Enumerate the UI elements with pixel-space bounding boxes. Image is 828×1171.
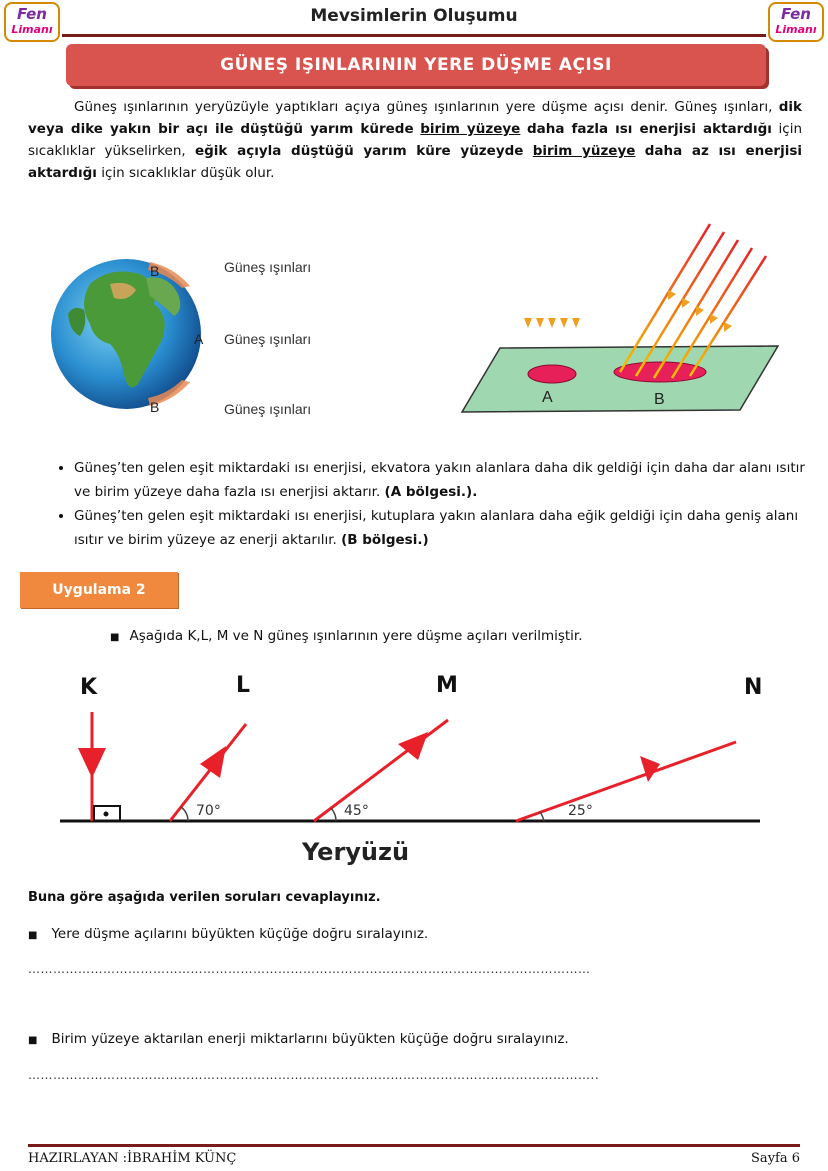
earth-label-B-top: B (150, 263, 160, 279)
explanation-bullets (52, 456, 820, 552)
space (523, 143, 532, 159)
page-number: Sayfa 6 (751, 1151, 800, 1166)
footer-rule (28, 1144, 800, 1147)
para-bold-3: eğik açıyla düştüğü yarım küre yüzeyde (194, 143, 524, 159)
ray-label-top: Güneş ışınları (224, 259, 312, 275)
ray-label-middle: Güneş ışınları (224, 331, 312, 347)
angle-M: 45° (344, 803, 369, 819)
angle-arc-M (331, 808, 336, 821)
para-underline-2: birim yüzeye (532, 143, 636, 159)
space (635, 143, 644, 159)
ray-label-M: M (436, 673, 458, 698)
question-1 (28, 926, 428, 942)
bullet-text: Güneş’ten gelen eşit miktardaki ısı enerjisi, kutuplara yakın alanlara daha eğik geldiği için daha geniş alanı ısıtır ve birim yüzeye az enerji aktarılır. (74, 508, 799, 548)
square-bullet-icon: ■ (28, 930, 38, 941)
intro-text: Aşağıda K,L, M ve N güneş ışınlarının yere düşme açıları verilmiştir. (129, 628, 583, 644)
question-1-text: Yere düşme açılarını büyükten küçüğe doğru sıralayınız. (51, 926, 429, 942)
square-bullet-icon: ■ (110, 632, 120, 643)
earth-sun-rays-figure (50, 244, 440, 430)
bullet-item (74, 456, 820, 504)
vertical-rays (528, 224, 576, 368)
ground-label: Yeryüzü (302, 838, 410, 866)
ray-K-arrow (78, 748, 106, 778)
para-text-2: için sıcaklıklar yükselirken, (28, 121, 803, 159)
bullet-text: Güneş’ten gelen eşit miktardaki ısı enerjisi, ekvatora yakın alanlara daha dik geldiği için daha dar alanı ısıtır ve birim yüzeye daha fazla ısı enerjisi aktarır. (74, 460, 805, 500)
right-angle-dot (104, 812, 109, 817)
ray-M-line (314, 720, 448, 821)
earth-globe (51, 259, 201, 409)
ray-label-N: N (744, 675, 763, 700)
logo-line1: Fen (781, 5, 811, 23)
ray-L-arrow (200, 746, 226, 778)
answer-line-2[interactable]: ……………………………………………………………………………………………………………………….. (28, 1068, 600, 1082)
logo-line2: Limanı (775, 23, 817, 36)
ray-angles-figure (56, 668, 772, 868)
para-bold-2: daha fazla ısı enerjisi aktardığı (526, 121, 772, 137)
ray-label-L: L (236, 673, 251, 698)
vertical-ray-arrows (524, 318, 580, 328)
surface-label-A: A (542, 389, 553, 406)
earth-label-A: A (194, 331, 204, 347)
header-rule (62, 34, 766, 37)
uygulama-badge: Uygulama 2 (20, 572, 178, 608)
space (520, 121, 527, 137)
logo-line2: Limanı (11, 23, 53, 36)
page-title: Mevsimlerin Oluşumu (310, 6, 518, 26)
surface-label-B: B (654, 391, 665, 408)
bullet-bold: (B bölgesi.) (341, 532, 429, 548)
answer-line-1[interactable]: ……………………………………………………………………………………………………………………… (28, 962, 591, 976)
angle-N: 25° (568, 803, 593, 819)
ray-label-K: K (80, 675, 98, 700)
para-bold-1: dik veya dike yakın bir açı ile düştüğü yarım kürede (28, 99, 802, 137)
ray-label-bottom: Güneş ışınları (224, 401, 312, 417)
question-2-text: Birim yüzeye aktarılan enerji miktarlarını büyükten küçüğe doğru sıralayınız. (51, 1031, 569, 1047)
bullet-bold: (A bölgesi.). (384, 484, 478, 500)
logo-line1: Fen (17, 5, 47, 23)
angle-arc-L (181, 807, 188, 821)
questions-title: Buna göre aşağıda verilen soruları cevaplayınız. (28, 890, 381, 905)
angle-L: 70° (196, 803, 221, 819)
footer-author: HAZIRLAYAN :İBRAHİM KÜNÇ (28, 1151, 237, 1166)
section-banner: GÜNEŞ IŞINLARININ YERE DÜŞME AÇISI (66, 44, 766, 86)
para-bold-4: daha az ısı enerjisi aktardığı (28, 143, 802, 181)
intro-paragraph (28, 96, 802, 184)
question-2 (28, 1031, 569, 1047)
ray-N-line (516, 742, 736, 821)
para-underline-1: birim yüzeye (420, 121, 521, 137)
square-bullet-icon: ■ (28, 1035, 38, 1046)
earth-label-B-bottom: B (150, 399, 160, 415)
surface-rays-figure (440, 220, 780, 420)
para-text-1: Güneş ışınlarının yeryüzüyle yaptıkları açıya güneş ışınlarının yere düşme açısı denir. Güneş ışınları, (74, 99, 779, 115)
ground-plane (462, 346, 778, 412)
para-text-3: için sıcaklıklar düşük olur. (96, 165, 275, 181)
bullet-item (74, 504, 820, 552)
intro-line (110, 628, 583, 644)
